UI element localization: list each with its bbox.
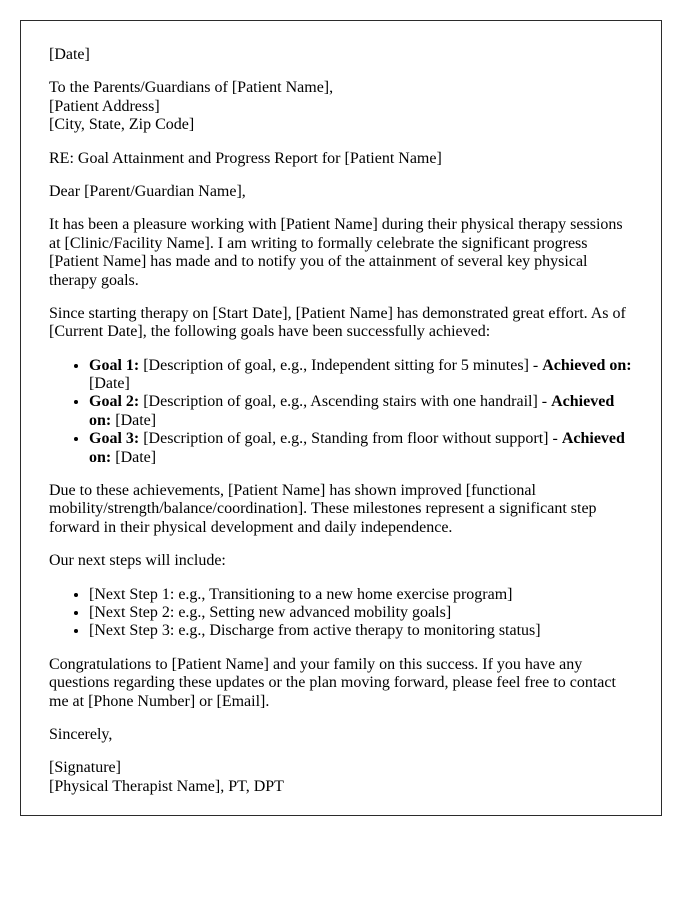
signature-line: [Signature] [49,759,121,777]
next-steps-list [49,586,635,641]
goals-list [49,357,635,467]
progress-paragraph: Since starting therapy on [Start Date], [Patient Name] has demonstrated great effort. As of [Current Date], the following goals have been successfully achieved: [49,304,626,341]
goal-2-date: [Date] [111,411,157,429]
next-steps-intro: Our next steps will include: [49,552,226,570]
goal-3-date: [Date] [111,448,157,466]
letter-container [20,20,662,816]
salutation: Dear [Parent/Guardian Name], [49,182,246,200]
next-step-item-1: • [Next Step 1: e.g., Transitioning to a new home exercise program] [89,586,635,604]
goal-2-label: Goal 2: [89,393,140,411]
goal-item-2 [89,393,635,430]
goal-3-description: [Description of goal, e.g., Standing from floor without support] - [139,430,562,448]
goal-3-achieved-label: Achieved on: [89,430,625,466]
signature-block [49,759,635,796]
goal-1-label: Goal 1: [89,356,140,374]
goal-2-description: [Description of goal, e.g., Ascending stairs with one handrail] - [139,393,552,411]
intro-paragraph: It has been a pleasure working with [Patient Name] during their physical therapy sessions at [Clinic/Facility Name]. I am writing to formally celebrate the significant progress [Patient Name] has made and to notify you of the attainment of several key physical therapy goals. [49,216,623,289]
goal-1-achieved-label: Achieved on: [542,356,632,374]
goal-2-achieved-label: Achieved on: [89,393,615,429]
next-step-item-2: • [Next Step 2: e.g., Setting new advanced mobility goals] [89,604,635,622]
sign-off: Sincerely, [49,725,113,743]
closing-paragraph: Congratulations to [Patient Name] and your family on this success. If you have any questions regarding these updates or the plan moving forward, please feel free to contact me at [Phone Number] or [Email]. [49,655,616,710]
therapist-name-line: [Physical Therapist Name], PT, DPT [49,777,284,795]
subject-line: RE: Goal Attainment and Progress Report for [Patient Name] [49,149,442,167]
goal-item-3 [89,430,635,467]
date-placeholder: [Date] [49,46,90,63]
recipient-line-3: [City, State, Zip Code] [49,116,195,134]
next-step-item-3: • [Next Step 3: e.g., Discharge from active therapy to monitoring status] [89,622,635,640]
recipient-line-2: [Patient Address] [49,97,160,115]
goal-1-date: [Date] [89,375,130,393]
goal-1-description: [Description of goal, e.g., Independent sitting for 5 minutes] - [139,356,543,374]
goal-item-1 [89,357,635,394]
recipient-block [49,79,635,134]
goal-3-label: Goal 3: [89,430,140,448]
recipient-line-1: To the Parents/Guardians of [Patient Name], [49,79,334,97]
achievements-paragraph: Due to these achievements, [Patient Name] has shown improved [functional mobility/strength/balance/coordination]. These milestones represent a significant step forward in their physical development and daily independence. [49,482,597,536]
